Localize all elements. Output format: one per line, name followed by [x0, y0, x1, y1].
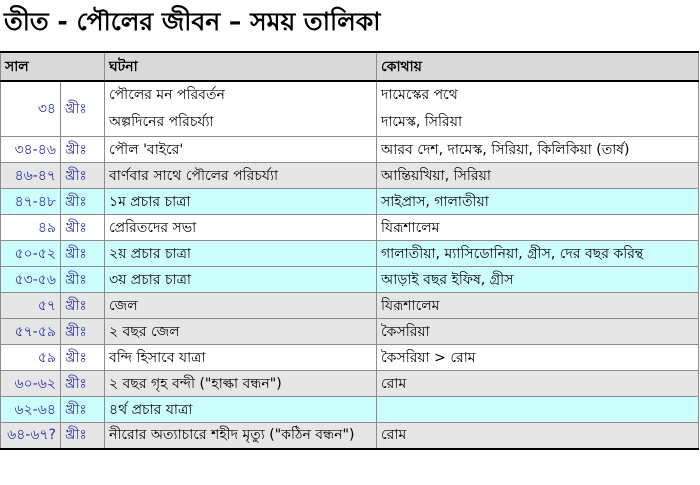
place-cell	[377, 267, 699, 293]
place-text: আরব দেশ, দামেস্ক, সিরিয়া, কিলিকিয়া (তার্ষ)	[381, 141, 630, 158]
table-row	[1, 137, 699, 163]
year-cell: ৫৭-৫৯	[1, 319, 61, 345]
table-row	[1, 241, 699, 267]
place-cell	[377, 319, 699, 345]
place-text: আন্তিয়খিয়া, সিরিয়া	[381, 167, 491, 184]
event-text: ৩য় প্রচার চাত্রা	[109, 271, 191, 288]
place-cell	[377, 163, 699, 189]
place-cell	[377, 293, 699, 319]
table-row	[1, 345, 699, 371]
era-cell: খ্রীঃ	[61, 137, 105, 163]
era-cell: খ্রীঃ	[61, 423, 105, 449]
event-text: পৌলের মন পরিবর্তন	[109, 87, 225, 103]
era-cell: খ্রীঃ	[61, 267, 105, 293]
event-text: ১ম প্রচার চাত্রা	[109, 193, 191, 210]
page-title: তীত - পৌলের জীবন – সময় তালিকা	[4, 7, 381, 36]
event-text: জেল	[109, 297, 138, 314]
event-cell	[105, 423, 377, 449]
event-text: অল্পদিনের পরিচর্য্যা	[109, 114, 214, 130]
era-cell: খ্রীঃ	[61, 319, 105, 345]
header-year: সাল	[1, 52, 105, 81]
place-text: গালাতীয়া, ম্যাসিডোনিয়া, গ্রীস, দের বছর করিন্থ	[381, 245, 644, 262]
place-cell	[377, 371, 699, 397]
place-cell	[377, 215, 699, 241]
place-cell	[377, 423, 699, 449]
place-text: রোম	[381, 427, 407, 444]
header-event: ঘটনা	[105, 52, 377, 81]
event-cell	[105, 371, 377, 397]
event-text: পৌল 'বাইরে'	[109, 141, 184, 158]
year-cell: ৩৪-৪৬	[1, 137, 61, 163]
event-cell	[105, 189, 377, 215]
year-cell: ৬২-৬৪	[1, 397, 61, 423]
year-cell: ৫৭	[1, 293, 61, 319]
place-text: যিরূশালেম	[381, 219, 440, 236]
place-cell	[377, 397, 699, 423]
era-cell: খ্রীঃ	[61, 163, 105, 189]
table-row	[1, 267, 699, 293]
event-text: বন্দি হিসাবে যাত্রা	[109, 349, 206, 366]
table-row	[1, 163, 699, 189]
event-cell	[105, 397, 377, 423]
event-cell	[105, 215, 377, 241]
event-cell	[105, 267, 377, 293]
era-cell: খ্রীঃ	[61, 371, 105, 397]
place-text: দামেস্ক, সিরিয়া	[381, 114, 463, 130]
place-cell	[377, 345, 699, 371]
year-cell: ৪৬-৪৭	[1, 163, 61, 189]
table-row	[1, 81, 699, 137]
table-row	[1, 423, 699, 449]
era-cell: খ্রীঃ	[61, 215, 105, 241]
place-text: আড়াই বছর ইফিষ, গ্রীস	[381, 271, 514, 288]
year-cell: ৩৪	[1, 81, 61, 137]
era-cell: খ্রীঃ	[61, 397, 105, 423]
event-text: ২য় প্রচার চাত্রা	[109, 245, 191, 262]
place-text: দামেস্কের পথে	[381, 87, 458, 103]
table-body	[1, 81, 699, 449]
year-cell: ৬৪-৬৭?	[1, 423, 61, 449]
year-cell: ৫৩-৫৬	[1, 267, 61, 293]
era-cell: খ্রীঃ	[61, 189, 105, 215]
event-text: ২ বছর জেল	[109, 323, 180, 340]
event-cell	[105, 137, 377, 163]
table-row	[1, 397, 699, 423]
era-cell: খ্রীঃ	[61, 345, 105, 371]
event-cell	[105, 241, 377, 267]
timeline-table	[0, 51, 699, 450]
event-cell	[105, 345, 377, 371]
header-place: কোথায়	[377, 52, 699, 81]
place-cell	[377, 137, 699, 163]
table-row	[1, 215, 699, 241]
event-text: ৪র্থ প্রচার যাত্রা	[109, 401, 193, 418]
place-text: কৈসরিয়া	[381, 323, 430, 340]
place-text: সাইপ্রাস, গালাতীয়া	[381, 193, 489, 210]
event-text: প্রেরিতদের সভা	[109, 219, 197, 236]
place-text: কৈসরিয়া > রোম	[381, 349, 476, 366]
year-cell: ৬০-৬২	[1, 371, 61, 397]
era-cell: খ্রীঃ	[61, 241, 105, 267]
table-row	[1, 371, 699, 397]
table-header-row	[1, 52, 699, 81]
year-cell: ৪৯	[1, 215, 61, 241]
place-cell	[377, 189, 699, 215]
table-row	[1, 293, 699, 319]
event-cell	[105, 319, 377, 345]
event-cell	[105, 81, 377, 137]
year-cell: ৫০-৫২	[1, 241, 61, 267]
era-cell: খ্রীঃ	[61, 293, 105, 319]
event-text: ২ বছর গৃহ বন্দী ("হাল্কা বন্ধন")	[109, 375, 282, 392]
place-text: রোম	[381, 375, 407, 392]
place-text: যিরূশালেম	[381, 297, 440, 314]
year-cell: ৫৯	[1, 345, 61, 371]
event-cell	[105, 163, 377, 189]
year-cell: ৪৭-৪৮	[1, 189, 61, 215]
place-cell	[377, 81, 699, 137]
event-text: নীরোর অত্যাচারে শহীদ মৃত্যু ("কঠিন বন্ধন")	[109, 427, 355, 444]
table-row	[1, 189, 699, 215]
table-row	[1, 319, 699, 345]
place-cell	[377, 241, 699, 267]
era-cell: খ্রীঃ	[61, 81, 105, 137]
event-cell	[105, 293, 377, 319]
event-text: বার্ণবার সাথে পৌলের পরিচর্য্যা	[109, 167, 279, 184]
